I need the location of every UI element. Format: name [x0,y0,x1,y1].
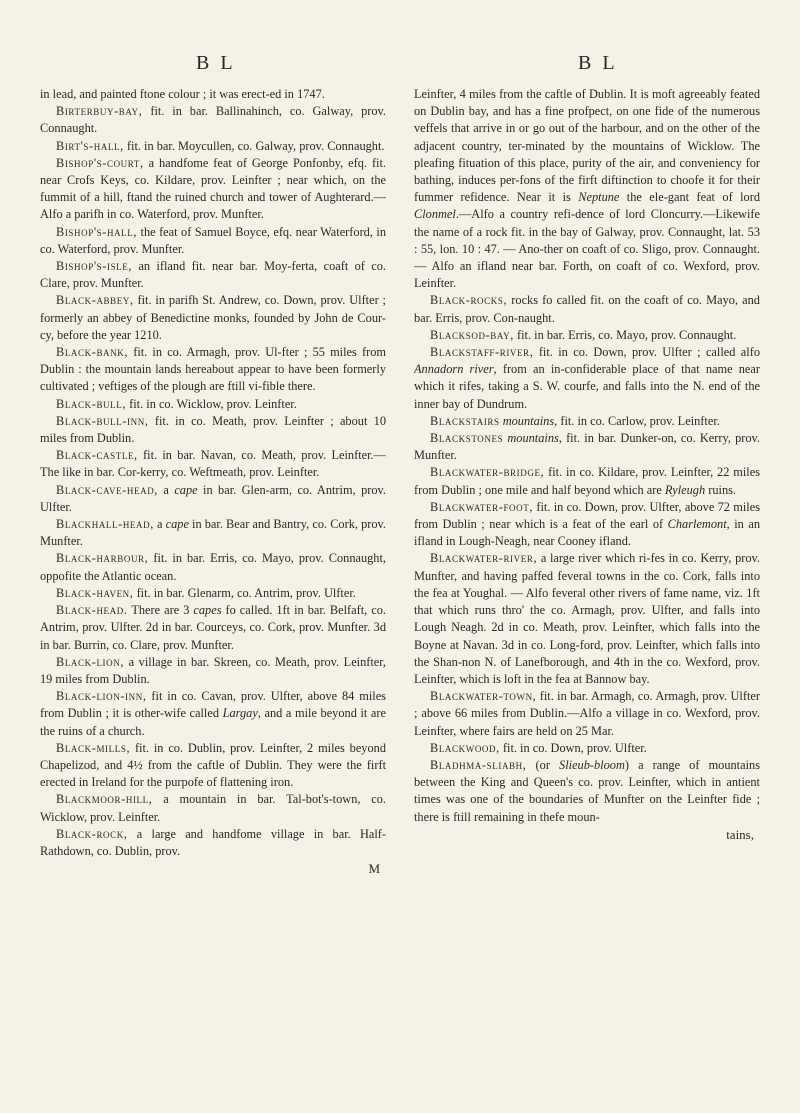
dictionary-entry [40,585,386,602]
entry-text: the feat of Samuel Boyce, efq. near Waterford, in co. Waterford, prov. Munfter. [40,224,386,256]
dictionary-entry [40,103,386,137]
dictionary-entry [40,258,386,292]
entry-text: fit. in co. Down, prov. Ulfter, above 72 miles from Dublin ; near which is a feat of the earl of [414,499,760,532]
entry-italic-headword: mountains [507,431,559,446]
dictionary-entry [40,550,386,584]
italic-term: Neptune [578,190,620,205]
dictionary-entry [40,791,386,825]
entry-headword: Black-abbey, [56,293,134,308]
entry-headword: Blacksod-bay, [430,327,514,342]
italic-term: Clonmel [414,207,456,222]
entry-text: fit. in bar. Erris, co. Mayo, prov. Connaught, oppofite the Atlantic ocean. [40,551,386,583]
entry-italic: cape [174,482,198,497]
entry-text: fo called. 1ft in bar. Belfaft, co. Antrim, prov. Ulfter. 2d in bar. Courceys, co. Cork, prov. Munfter. 3d in bar. Burrin, co. Clare, prov. Munfter. [40,603,386,652]
entry-headword: Blackmoor-hill, [56,792,153,807]
dictionary-entry [40,344,386,396]
entry-text: fit. in co. Down, prov. Ulfter ; called alfo [538,345,760,360]
dictionary-entry [414,292,760,326]
entry-headword: Blackstones [430,431,504,446]
entry-headword: Black-rocks, [430,293,508,308]
dictionary-entry [40,155,386,224]
entry-headword: Black-lion, [56,654,125,669]
entry-headword: Blackwater-town, [430,689,537,704]
header-right: B L [578,52,618,74]
continuation-part: .—Alfo a country refi-dence of lord Cloncurry.—Likewife the name of a rock fit. in the bay of Galway, prov. Connaught, lat. 53 : 55, lon. 10 : 47. — Ano-ther on coaft of co. Sligo, prov. Connaught.— Alfo an ifland near bar. Forth, on coaft of co. Wexford, prov. Leinfter. [414,207,760,291]
entry-text: a [163,482,175,497]
entry-headword: Bladhma-sliabh, [430,757,527,772]
dictionary-entry [414,464,760,498]
dictionary-entry [40,413,386,447]
dictionary-entry [40,292,386,344]
entry-italic: Charlemont [667,517,727,532]
entry-italic: Annadorn river [414,362,494,377]
entry-headword: Blackwater-river, [430,551,538,566]
entry-italic: Largay [222,706,258,721]
dictionary-entry [40,396,386,413]
entry-text: a large and handfome village in bar. Half-Rathdown, co. Dublin, prov. [40,826,386,858]
entry-text: fit. in co. Down, prov. Ulfter. [502,740,647,755]
entry-text: fit. in parifh St. Andrew, co. Down, prov. Ulfter ; formerly an abbey of Benedictine monks, founded by John de Cour-cy, before the year 1210. [40,293,386,342]
entry-headword: Black-rock, [56,826,128,841]
entry-headword: Blackstairs [430,413,500,428]
right-column [414,86,760,1101]
entry-headword: Black-cave-head, [56,482,158,497]
left-column [40,86,386,1101]
entry-headword: Black-haven, [56,585,134,600]
entry-text: ) a range of mountains between the King and Queen's co. prov. Leinfter, which in antient times was one of the boundaries of Munfter on the Leinfter fide ; there is ftill remaining in thefe moun- [414,757,760,824]
entry-text: fit. in bar. Moycullen, co. Galway, prov. Connaught. [126,138,385,153]
dictionary-entry [40,602,386,654]
entry-headword: Blackstaff-river, [430,345,534,360]
dictionary-entry [40,516,386,550]
entry-italic-headword: mountains [502,413,555,428]
entry-text: rocks fo called fit. on the coaft of co. Mayo, and bar. Erris, prov. Con-naught. [414,293,760,325]
entry-text: in bar. Bear and Bantry, co. Cork, prov. Munfter. [40,517,386,549]
entry-text: a large river which ri-fes in co. Kerry, prov. Munfter, and having paffed feveral towns in the co. Cork, falls into the fea at Youghal. — Alfo feveral other rivers of fame name, viz. 1ft that which runs thro' the co. Armagh, prov. Ulfter, and falls into Lough Neagh. 2d in co. Meath, prov. Leinfter, which falls into the Boyne at Navan. 3d in co. Long-ford, prov. Leinfter, which falls into the Shan-non N. of Lanefborough, and 4th in the co. Wexford, prov. Leinfter, which is loft in the fea at Bannow bay. [414,551,760,686]
dictionary-entry [40,447,386,481]
entry-text: fit. in bar. Erris, co. Mayo, prov. Connaught. [517,327,737,342]
entry-text: in bar. Glen-arm, co. Antrim, prov. Ulfter. [40,482,386,514]
entry-text: a village in bar. Skreen, co. Meath, prov. Leinfter, 19 miles from Dublin. [40,654,386,686]
dictionary-entry [40,138,386,155]
entry-text: fit. in bar. Armagh, co. Armagh, prov. Ulfter ; above 66 miles from Dublin.—Alfo a village in co. Wexford, prov. Leinfter, where fairs are held on 25 Mar. [414,689,760,738]
entry-headword: Black-bank, [56,345,129,360]
entry-headword: Black-castle, [56,448,138,463]
entry-text: a mountain in bar. Tal-bot's-town, co. Wicklow, prov. Leinfter. [40,792,386,824]
continuation-text [414,86,760,292]
continuation-part: the ele-gant feat of lord [619,190,760,205]
entry-headword: Blackwater-foot, [430,499,534,514]
entry-text: a [157,517,166,532]
catchword: M [368,861,380,877]
entry-text: fit. in bar. Navan, co. Meath, prov. Leinfter.—The like in bar. Cor-kerry, co. Weftmeath, prov. Leinfter. [40,448,386,480]
entry-text: , fit. in co. Carlow, prov. Leinfter. [554,413,720,428]
entry-text: fit. in bar. Ballinahinch, co. Galway, prov. Connaught. [40,104,386,136]
entry-text: , in an ifland in Lough-Neagh, near Cooney ifland. [414,517,760,549]
entry-text: , fit. in bar. Dunker-on, co. Kerry, prov. Munfter. [414,431,760,463]
entry-headword: Bishop's-court, [56,155,144,170]
dictionary-entry [40,224,386,258]
entry-text: fit in co. Cavan, prov. Ulfter, above 84 miles from Dublin ; it is other-wife called [40,689,386,721]
entry-headword: Black-lion-inn, [56,689,147,704]
entry-text: fit. in co. Meath, prov. Leinfter ; about 10 miles from Dublin. [40,413,386,446]
entry-headword: Blackwater-bridge, [430,465,545,480]
entry-italic: capes [193,603,222,618]
entry-list [40,103,386,860]
entry-text: fit. in co. Dublin, prov. Leinfter, 2 miles beyond Chapelizod, and 4½ from the caftle of Dublin. They were the firft erected in Ireland for the purpofe of flattening iron. [40,740,386,790]
dictionary-entry [414,550,760,688]
entry-headword: Birt's-hall, [56,138,124,153]
entry-text: fit. in bar. Glenarm, co. Antrim, prov. Ulfter. [136,585,356,600]
entry-italic: Ryleugh [664,482,706,497]
entry-text: , and a mile beyond it are the ruins of a church. [40,706,386,738]
entry-text: a handfome feat of George Ponfonby, efq. fit. near Crofs Keys, co. Kildare, prov. Leinfter ; near which, on the fummit of a hill, ftand the ruined church and tower of Aughterard.—Alfo a parifh in co. Waterford, prov. Munfter. [40,155,386,222]
entry-text: ruins. [705,482,737,497]
entry-text: (or [535,757,560,772]
dictionary-entry [414,344,760,413]
dictionary-entry [414,327,760,344]
dictionary-entry [40,688,386,740]
entry-text: , from an in-confiderable place of that name near which it rifes, taking a S. W. courfe, and falls into the N. end of the inner bay of Dundrum. [414,362,760,411]
continuation-part: Leinfter, 4 miles from the caftle of Dublin. It is moft agreeably feated on Dublin bay, and has a fine profpect, on one fide of the numerous veffels that arrive in or go out of the harbour, and on the other of the adjacent country, ter-minated by the mountains of Wicklow. The pleafing fituation of this place, purity of the air, and conveniency for bathing, induces per-fons of the firft diftinction to choofe it for their fummer refidence. Near it is [414,87,760,205]
dictionary-entry [414,688,760,740]
entry-headword: Black-bull-inn, [56,413,149,428]
header-left: B L [196,52,236,74]
continuation-text: in lead, and painted ftone colour ; it was erect-ed in 1747. [40,87,325,101]
entry-text: There are 3 [131,603,194,618]
dictionary-entry [40,826,386,860]
entry-italic: Slieub-bloom [559,757,625,772]
dictionary-entry [40,482,386,516]
entry-headword: Black-head. [56,603,128,618]
entry-text: an ifland fit. near bar. Moy-ferta, coaft of co. Clare, prov. Munfter. [40,259,386,291]
entry-text: fit. in co. Wicklow, prov. Leinfter. [129,396,297,411]
entry-headword: Bishop's-isle, [56,259,133,274]
entry-headword: Bishop's-hall, [56,224,138,239]
dictionary-entry [40,740,386,792]
running-header [0,52,800,82]
dictionary-entry [414,430,760,464]
entry-headword: Blackhall-head, [56,517,154,532]
entry-headword: Blackwood, [430,740,500,755]
entry-headword: Birterbuy-bay, [56,104,143,119]
entry-headword: Black-mills, [56,740,131,755]
entry-italic: cape [165,517,189,532]
entry-headword: Black-harbour, [56,551,149,566]
entry-text: fit. in co. Armagh, prov. Ul-fter ; 55 miles from Dublin : the mountain lands hereabout appear to have been formerly cultivated ; veftiges of the plough are ftill vi-fible there. [40,345,386,394]
catchword: tains, [726,826,754,842]
entry-headword: Black-bull, [56,396,127,411]
entry-text: fit. in co. Kildare, prov. Leinfter, 22 miles from Dublin ; one mile and half beyond which are [414,465,760,497]
dictionary-entry [414,740,760,757]
dictionary-entry [414,499,760,551]
dictionary-entry [414,757,760,826]
dictionary-entry [40,654,386,688]
entry-list [414,292,760,825]
dictionary-entry [414,413,760,430]
